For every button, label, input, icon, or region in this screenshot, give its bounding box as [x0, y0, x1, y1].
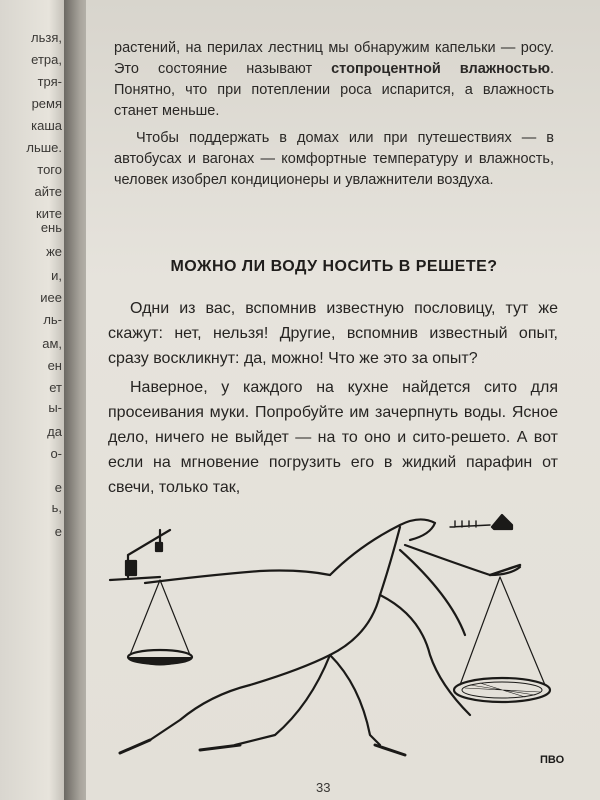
illustrator-signature: ПВО: [540, 754, 565, 766]
paragraph-conditioners: Чтобы поддержать в домах или при путешествиях — в автобусах и вагонах — комфортные температуру и влажность, человек изобрел кондиционеры и увлажнители воздуха.: [114, 130, 554, 188]
left-page-fragment: ам,: [42, 336, 62, 351]
book-page: [86, 0, 600, 800]
section-heading: МОЖНО ЛИ ВОДУ НОСИТЬ В РЕШЕТЕ?: [170, 258, 498, 275]
body-paragraph-2: Наверное, у каждого на кухне найдется сито для просеивания муки. Попробуйте им зачерпнуть воды. Ясное дело, ничего не выйдет — на то оно и сито-решето. А вот если на мгновение погрузить его в жидкий парафин от свечи, только так,: [108, 379, 558, 496]
page-number: 33: [316, 780, 331, 795]
left-page-edge: [0, 0, 70, 800]
left-page-fragment: тря-: [37, 74, 62, 89]
left-page-fragment: ет: [49, 380, 62, 395]
scales-man-illustration: [100, 505, 580, 770]
left-page-fragment: ките: [36, 206, 62, 221]
body-paragraph-1: Одни из вас, вспомнив известную пословицу, тут же скажут: нет, нельзя! Другие, вспомнив известный опыт, сразу воскликнут: да, можно! Что же это за опыт?: [108, 300, 558, 367]
left-page-fragment: айте: [34, 184, 62, 199]
left-page-fragment: же: [46, 244, 62, 259]
left-page-fragment: ен: [47, 358, 62, 373]
left-page-fragment: етра,: [31, 52, 62, 67]
left-page-fragment: ремя: [31, 96, 62, 111]
left-page-fragment: ы-: [48, 400, 62, 415]
left-page-fragment: иее: [40, 290, 62, 305]
left-page-fragment: льзя,: [31, 30, 62, 45]
left-page-fragment: льше.: [26, 140, 62, 155]
top-paragraph-text-1: растений, на перилах лестниц мы обнаружим капельки — росу. Это состояние называют: [114, 40, 554, 77]
left-page-fragment: каша: [31, 118, 62, 133]
left-page-fragment: е: [54, 480, 62, 495]
left-page-fragment: и,: [51, 268, 62, 283]
left-page-fragment: да: [47, 424, 62, 439]
left-page-fragment: ень: [40, 220, 62, 235]
top-text-block: [114, 38, 554, 191]
top-paragraph: [114, 38, 554, 122]
left-page-fragment: ль-: [43, 312, 62, 327]
left-page-fragment: того: [37, 162, 62, 177]
bold-term: стопроцентной влажностью: [331, 61, 550, 77]
left-page-fragment: е: [54, 524, 62, 539]
left-page-fragment: ь,: [51, 500, 62, 515]
main-text-block: [108, 296, 558, 500]
left-page-fragment: о-: [50, 446, 62, 461]
top-paragraph-text-2: . Понятно, что при потеплении роса испарится, а влажность станет меньше.: [114, 61, 554, 119]
